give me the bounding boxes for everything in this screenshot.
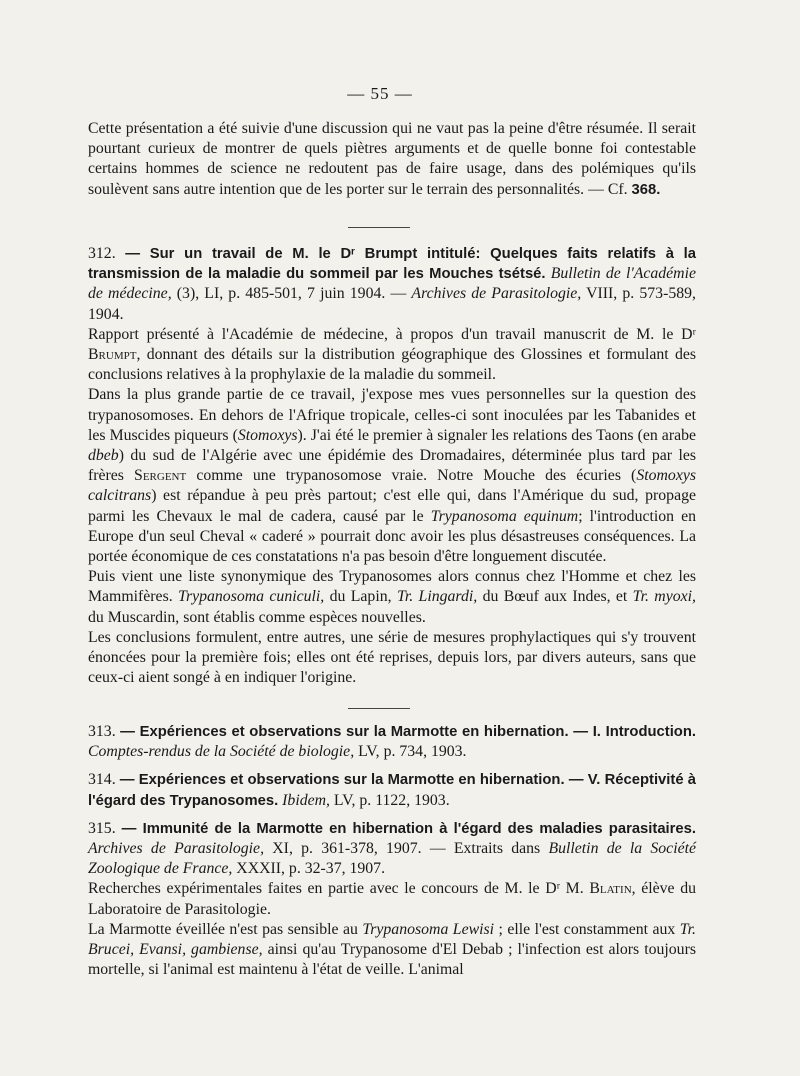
text-run: du Lapin, (324, 588, 397, 606)
text-run: , élève du Laboratoire de Parasitologie. (88, 880, 696, 918)
section-divider (348, 708, 410, 709)
entry-312-number: 312. (88, 245, 116, 262)
text-run: ). J'ai été le premier à signaler les relations des Taons (en arabe (297, 426, 697, 444)
entry-315-paragraph-2 (88, 920, 696, 981)
text-run: comme une trypanosomose vraie. Notre Mouche des écuries ( (186, 467, 637, 485)
entry-312 (88, 244, 696, 688)
intro-section (88, 119, 696, 200)
intro-ref: 368. (631, 181, 661, 198)
text-run: Puis vient une liste synonymique des Trypanosomes alors connus chez l'Homme et chez les Mammifères. (88, 568, 696, 606)
text-run: ) du sud de l'Algérie avec une épidémie des Dromadaires, déterminée plus tard par les frères (88, 447, 696, 485)
entry-312-title: — Sur un travail de M. le Dʳ Brumpt intitulé: Quelques faits relatifs à la transmission de la maladie du sommeil par les Mouches tsétsé. (88, 246, 697, 283)
entry-312-heading (88, 244, 696, 325)
text-run: ; elle l'est constamment aux (494, 920, 680, 938)
entry-315-paragraph-1 (88, 879, 696, 919)
author-name: Brumpt (88, 346, 137, 364)
section-divider (348, 227, 410, 228)
entry-315-title: — Immunité de la Marmotte en hibernation à l'égard des maladies parasitaires. (121, 820, 696, 837)
spacer (88, 811, 696, 819)
entry-313-source: Comptes-rendus de la Société de biologie, (88, 743, 355, 761)
text-run: ) est répandue à peu près partout; c'est elle qui, dans l'Amérique du sud, propage parmi les Chevaux le mal de cadera, causé par le (88, 487, 696, 525)
text-run: ainsi qu'au Trypanosome d'El Debab ; l'infection est alors toujours mortelle, si l'animal est maintenu à l'état de veille. L'animal (88, 941, 696, 979)
intro-text: Cette présentation a été suivie d'une discussion qui ne vaut pas la peine d'être résumée. Il serait pourtant curieux de montrer de quels piètres arguments et de quelle bonne foi contestable certains hommes de science ne redoutent pas de faire usage, dans des polémiques qu'ils soulèvent sans autre intention que de les porter sur le terrain des personnalités. — Cf. (88, 120, 696, 198)
entry-315-source-2-detail: XXXII, p. 32-37, 1907. (232, 860, 386, 878)
author-name: Blatin (589, 880, 632, 898)
entry-314-source-detail: LV, p. 1122, 1903. (329, 791, 450, 809)
entry-312-paragraph-1 (88, 325, 696, 386)
entry-315 (88, 819, 696, 880)
entry-312-paragraph-4: Les conclusions formulent, entre autres, une série de mesures prophylactiques qui s'y trouvent énoncées pour la première fois; elles ont été reprises, depuis lors, par divers auteurs, sans que ceux-ci aient songé à en indiquer l'origine. (88, 628, 696, 687)
entry-314-source: Ibidem, (282, 791, 330, 809)
italic-run: Tr. Lingardi, (396, 588, 478, 606)
entry-313 (88, 722, 696, 762)
entry-315-source-2: Bulletin de la Société Zoologique de France, (88, 840, 696, 878)
entry-314-title: — Expériences et observations sur la Marmotte en hibernation. — V. Réceptivité à l'égard des Trypanosomes. (88, 772, 697, 809)
italic-run: Tr. Brucei, Evansi, gambiense, (88, 920, 696, 959)
italic-run: Trypanosoma cuniculi, (178, 588, 325, 606)
entry-315-source-1-detail: XI, p. 361-378, 1907. — Extraits dans (264, 840, 549, 858)
text-run: Dans la plus grande partie de ce travail, j'expose mes vues personnelles sur la question des trypanosomoses. En dehors de l'Afrique tropicale, celles-ci sont inoculées par les Tabanides et les Muscides piqueurs ( (88, 386, 696, 444)
entry-312-source-2: Archives de Parasitologie, (411, 285, 582, 303)
entry-314 (88, 770, 696, 810)
text-run: Rapport présenté à l'Académie de médecine, à propos d'un travail manuscrit de M. le Dʳ (88, 325, 696, 343)
text-run: , donnant des détails sur la distribution géographique des Glossines et formulant des conclusions relatives à la prophylaxie de la maladie du sommeil. (88, 346, 696, 384)
entry-314-number: 314. (88, 771, 116, 789)
text-run: ; l'introduction en Europe d'un seul Cheval « caderé » pourrait donc avoir les plus désastreuses conséquences. La portée économique de ces constatations n'a pas besoin d'être longuement discutée. (88, 507, 697, 566)
entry-312-paragraph-3 (88, 567, 696, 628)
italic-run: Stomoxys (237, 426, 298, 444)
italic-run: Trypanosoma equinum (430, 507, 579, 525)
entry-315-source-1: Archives de Parasitologie, (88, 840, 265, 858)
text-run: du Bœuf aux Indes, et (477, 588, 633, 606)
entry-312-paragraph-2 (88, 385, 696, 567)
italic-run: Trypanosoma Lewisi (362, 920, 495, 938)
page-number: — 55 — (347, 84, 413, 103)
text-run: Recherches expérimentales faites en partie avec le concours de M. le Dʳ M. (88, 880, 590, 898)
entry-312-source-1: Bulletin de l'Académie de médecine, (88, 265, 696, 303)
entry-312-source-1-detail: (3), LI, p. 485-501, 7 juin 1904. — (171, 285, 412, 303)
italic-run: Stomoxys calcitrans (88, 467, 696, 505)
spacer (88, 762, 696, 770)
entry-313-number: 313. (88, 723, 116, 740)
entry-315-number: 315. (88, 819, 116, 837)
intro-paragraph (88, 119, 696, 200)
entries-313-315 (88, 722, 696, 980)
entry-312-source-2-detail: VIII, p. 573-589, 1904. (88, 285, 696, 323)
text-run: La Marmotte éveillée n'est pas sensible au (88, 920, 363, 938)
entry-313-title: — Expériences et observations sur la Marmotte en hibernation. — I. Introduction. (120, 724, 696, 740)
author-name: Sergent (134, 467, 187, 485)
italic-run: Tr. myoxi, (632, 588, 696, 606)
italic-run: dbeb (88, 447, 119, 465)
text-run: du Muscardin, sont établis comme espèces nouvelles. (88, 608, 426, 626)
entry-313-source-detail: LV, p. 734, 1903. (354, 743, 467, 761)
